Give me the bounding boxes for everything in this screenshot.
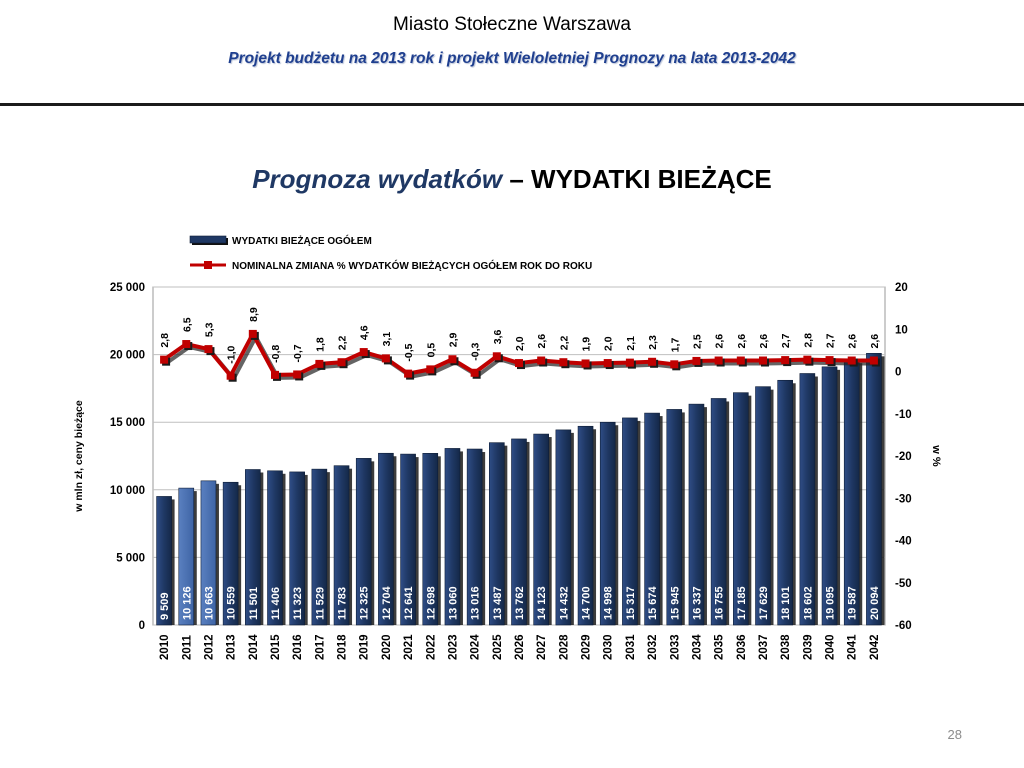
line-marker	[559, 358, 567, 366]
line-marker	[227, 372, 235, 380]
x-tick-label: 2027	[536, 634, 549, 660]
x-tick-label: 2015	[270, 634, 282, 660]
bar-value-label: 10 663	[203, 586, 216, 620]
x-tick-label: 2033	[669, 634, 682, 660]
bar-value-label: 11 529	[314, 586, 327, 620]
x-tick-label: 2017	[314, 634, 327, 660]
line-value-label: -0,3	[469, 342, 482, 361]
y-tick-label-left: 25 000	[109, 282, 145, 294]
x-tick-label: 2018	[336, 634, 349, 660]
y-tick-label-right: -50	[895, 577, 912, 590]
line-value-label: 2,8	[159, 333, 172, 348]
y-axis-title-left: w mln zł, ceny bieżące	[73, 400, 85, 512]
x-tick-label: 2029	[580, 634, 593, 660]
line-marker	[204, 345, 212, 353]
bar	[822, 367, 837, 625]
page-number: 28	[947, 727, 962, 742]
line-marker	[848, 357, 856, 365]
y-tick-label-right: 20	[895, 282, 908, 294]
line-value-label: 2,2	[558, 335, 571, 351]
x-tick-label: 2039	[802, 634, 815, 660]
bar-value-label: 17 185	[735, 586, 748, 620]
bar-value-label: 12 325	[358, 586, 371, 620]
y-tick-label-right: -10	[895, 408, 912, 421]
line-value-label: 2,1	[624, 336, 637, 351]
line-value-label: 5,3	[203, 322, 216, 338]
x-tick-label: 2021	[403, 634, 416, 660]
line-marker	[315, 360, 323, 368]
x-tick-label: 2030	[602, 634, 615, 660]
line-marker	[182, 340, 190, 348]
line-marker	[781, 356, 789, 364]
line-marker	[515, 359, 523, 367]
bar-value-label: 13 016	[469, 586, 482, 620]
bar-value-label: 16 755	[713, 586, 726, 620]
x-tick-label: 2012	[203, 634, 216, 660]
x-tick-label: 2016	[292, 634, 305, 660]
line-marker	[382, 354, 390, 362]
bar-value-label: 11 783	[336, 586, 349, 620]
x-tick-label: 2038	[780, 634, 793, 660]
bar-value-label: 14 700	[580, 586, 593, 620]
y-tick-label-right: 10	[895, 324, 908, 337]
bar-value-label: 14 998	[602, 586, 615, 620]
line-value-label: 3,6	[491, 329, 504, 345]
bar-value-label: 12 641	[403, 586, 416, 620]
bar-value-label: 13 060	[447, 586, 460, 620]
line-marker	[648, 358, 656, 366]
line-value-label: 6,5	[181, 317, 194, 333]
x-tick-label: 2034	[691, 634, 704, 660]
header-subtitle: Projekt budżetu na 2013 rok i projekt Wieloletniej Prognozy na lata 2013-2042	[228, 50, 796, 67]
line-marker	[759, 357, 767, 365]
legend-label-bars: WYDATKI BIEŻĄCE OGÓŁEM	[232, 236, 372, 247]
line-value-label: 1,8	[314, 337, 327, 352]
line-marker	[338, 358, 346, 366]
slide-heading-suffix: – WYDATKI BIEŻĄCE	[502, 164, 772, 194]
legend-bar-swatch	[190, 236, 226, 243]
line-value-label: 2,3	[647, 335, 660, 350]
line-marker	[826, 356, 834, 364]
line-marker	[604, 359, 612, 367]
bar-value-label: 12 704	[380, 586, 393, 620]
line-marker	[737, 357, 745, 365]
x-tick-label: 2022	[425, 634, 438, 660]
y-tick-label-right: -60	[895, 620, 912, 632]
bar-value-label: 13 487	[491, 586, 504, 620]
x-tick-label: 2042	[868, 634, 881, 660]
line-value-label: -1,0	[225, 345, 238, 364]
line-marker	[448, 355, 456, 363]
x-tick-label: 2031	[624, 634, 637, 660]
x-tick-label: 2019	[358, 634, 371, 660]
x-tick-label: 2014	[247, 634, 260, 660]
x-tick-label: 2025	[491, 634, 504, 660]
line-marker	[537, 357, 545, 365]
bar	[844, 360, 859, 625]
bar-value-label: 14 432	[558, 586, 571, 620]
bar-value-label: 11 406	[270, 586, 282, 620]
line-value-label: 2,7	[780, 333, 793, 349]
line-marker	[803, 356, 811, 364]
bar-value-label: 16 337	[691, 586, 704, 620]
line-value-label: 2,6	[846, 333, 859, 349]
slide-heading-main: Prognoza wydatków	[252, 164, 503, 194]
bar-value-label: 13 762	[514, 586, 526, 620]
line-marker	[360, 348, 368, 356]
bar-value-label: 12 698	[425, 586, 438, 620]
bar-value-label: 15 317	[624, 586, 637, 620]
y-tick-label-left: 5 000	[116, 552, 145, 565]
bar-value-label: 19 095	[824, 586, 837, 620]
bar-value-label: 11 501	[247, 586, 260, 620]
bar-value-label: 19 587	[846, 586, 859, 620]
x-tick-label: 2010	[159, 634, 172, 660]
line-value-label: 2,7	[824, 333, 837, 349]
y-tick-label-left: 0	[138, 620, 145, 632]
x-tick-label: 2020	[380, 634, 393, 660]
y-tick-label-left: 15 000	[109, 417, 145, 430]
line-marker	[271, 371, 279, 379]
y-tick-label-left: 20 000	[109, 349, 145, 362]
line-value-label: 0,5	[425, 342, 438, 358]
line-marker	[404, 370, 412, 378]
legend-line-marker	[204, 261, 212, 269]
x-tick-label: 2024	[469, 634, 482, 660]
line-marker	[471, 369, 479, 377]
line-value-label: 2,6	[713, 333, 726, 349]
bar-value-label: 14 123	[536, 586, 549, 620]
line-marker	[626, 359, 634, 367]
line-value-label: 2,8	[802, 333, 815, 348]
line-marker	[249, 330, 257, 338]
line-value-label: -0,7	[292, 344, 305, 363]
line-value-label: 3,1	[380, 331, 393, 347]
x-tick-label: 2041	[846, 634, 859, 660]
x-tick-label: 2032	[647, 634, 660, 660]
x-tick-label: 2013	[225, 634, 238, 660]
line-value-label: 2,5	[691, 334, 704, 349]
bar-value-label: 15 674	[647, 586, 660, 620]
y-tick-label-right: -20	[895, 451, 912, 463]
x-tick-label: 2023	[447, 634, 460, 660]
y-tick-label-right: -30	[895, 493, 912, 506]
line-value-label: 8,9	[247, 307, 260, 322]
line-value-label: 2,0	[514, 336, 526, 352]
line-marker	[870, 357, 878, 365]
x-tick-label: 2026	[514, 634, 526, 660]
y-axis-title-right: w %	[930, 445, 942, 467]
bar-value-label: 9 509	[159, 592, 172, 620]
line-value-label: -0,5	[403, 343, 416, 362]
line-value-label: 2,6	[735, 333, 748, 349]
line-value-label: 2,6	[868, 333, 881, 349]
bar-value-label: 18 602	[802, 586, 815, 620]
x-tick-label: 2037	[758, 634, 770, 660]
x-tick-label: 2036	[735, 634, 748, 660]
bar	[866, 353, 881, 625]
line-value-label: 2,6	[536, 333, 549, 349]
bar-value-label: 11 323	[292, 586, 305, 620]
x-tick-label: 2035	[713, 634, 726, 660]
bar-value-label: 10 126	[181, 586, 194, 620]
line-value-label: 4,6	[358, 325, 371, 341]
bar-value-label: 17 629	[758, 586, 770, 620]
x-tick-label: 2028	[558, 634, 571, 660]
line-value-label: -0,8	[270, 344, 282, 363]
line-marker	[160, 356, 168, 364]
line-value-label: 2,2	[336, 335, 349, 351]
line-value-label: 2,9	[447, 332, 460, 348]
line-marker	[426, 365, 434, 373]
line-marker	[692, 357, 700, 365]
line-value-label: 1,7	[669, 337, 682, 353]
header-title: Miasto Stołeczne Warszawa	[393, 14, 631, 35]
line-value-label: 1,9	[580, 336, 593, 352]
x-tick-label: 2011	[181, 635, 194, 660]
line-value-label: 2,0	[602, 336, 615, 352]
line-marker	[715, 357, 723, 365]
y-tick-label-right: -40	[895, 535, 912, 548]
y-tick-label-left: 10 000	[109, 484, 145, 497]
line-marker	[582, 359, 590, 367]
line-marker	[493, 352, 501, 360]
bar-value-label: 20 094	[868, 586, 881, 620]
line-marker	[670, 360, 678, 368]
bar-value-label: 18 101	[780, 586, 793, 620]
line-marker	[293, 370, 301, 378]
x-tick-label: 2040	[824, 634, 837, 660]
legend-label-line: NOMINALNA ZMIANA % WYDATKÓW BIEŻĄCYCH OGÓŁEM ROK DO ROKU	[232, 261, 593, 272]
bar-value-label: 15 945	[669, 586, 682, 620]
bar-value-label: 10 559	[225, 586, 238, 620]
line-value-label: 2,6	[758, 333, 770, 349]
y-tick-label-right: 0	[895, 366, 902, 379]
